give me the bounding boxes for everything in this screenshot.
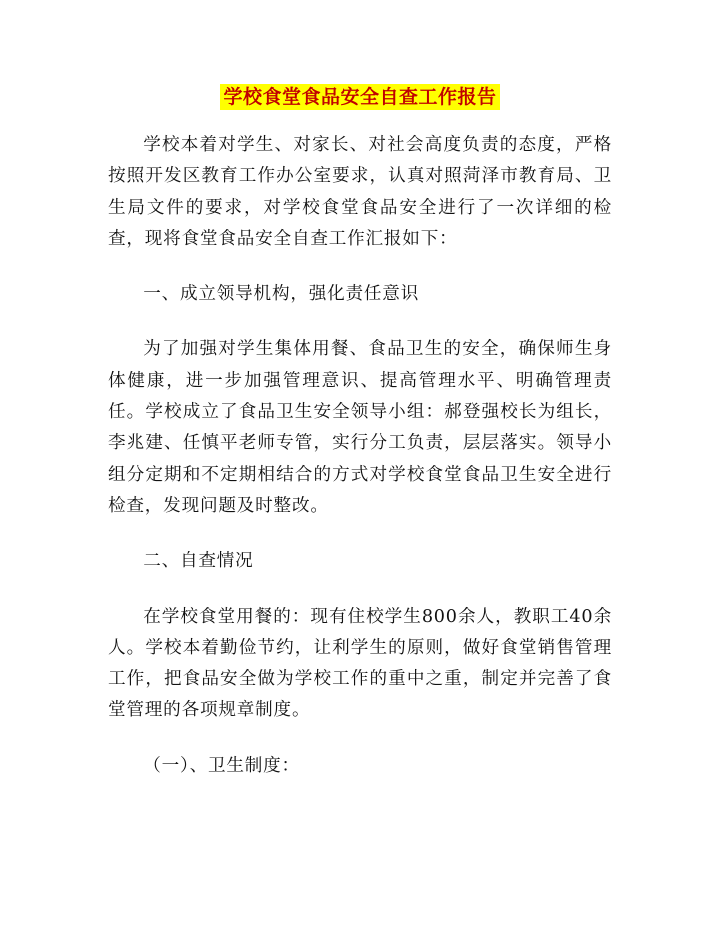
- paragraph-gap: [108, 522, 612, 546]
- title-container: [0, 84, 720, 110]
- paragraph-self-check: 在学校食堂用餐的：现有住校学生800余人，教职工40余人。学校本着勤俭节约，让利学生的原则，做好食堂销售管理工作，把食品安全做为学校工作的重中之重，制定并完善了食堂管理的各项规章制度。: [108, 606, 612, 721]
- document-title: 学校食堂食品安全自查工作报告: [220, 84, 499, 110]
- paragraph-intro: 学校本着对学生、对家长、对社会高度负责的态度，严格按照开发区教育工作办公室要求，认真对照菏泽市教育局、卫生局文件的要求，对学校食堂食品安全进行了一次详细的检查，现将食堂食品安全自查工作汇报如下：: [108, 135, 612, 249]
- paragraph-gap: [108, 310, 612, 334]
- paragraph-gap: [108, 727, 612, 751]
- document-body: [108, 130, 612, 782]
- paragraph-gap: [108, 578, 612, 602]
- subsection-heading-hygiene: （一）、卫生制度：: [143, 755, 300, 776]
- paragraph-gap: [108, 255, 612, 279]
- section-heading-2: 二、自查情况: [143, 551, 254, 572]
- paragraph-leadership: 为了加强对学生集体用餐、食品卫生的安全，确保师生身体健康，进一步加强管理意识、提高管理水平、明确管理责任。学校成立了食品卫生安全领导小组：郝登强校长为组长，李兆建、任慎平老师专管，实行分工负责，层层落实。领导小组分定期和不定期相结合的方式对学校食堂食品卫生安全进行检查，发现问题及时整改。: [108, 339, 612, 516]
- section-heading-1: 一、成立领导机构，强化责任意识: [143, 284, 420, 305]
